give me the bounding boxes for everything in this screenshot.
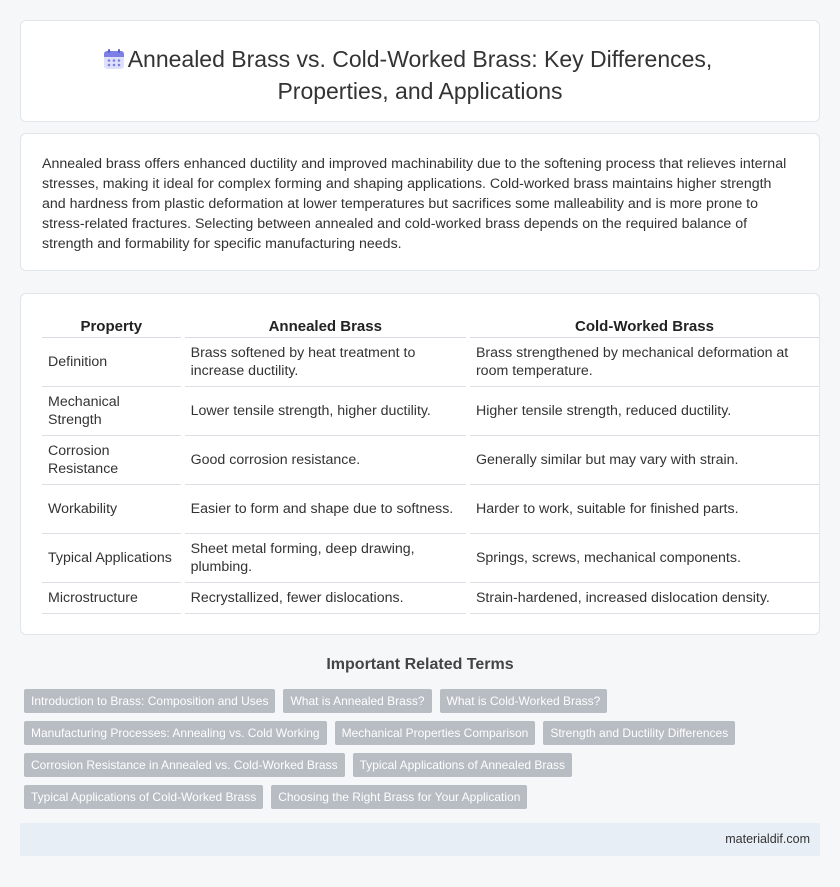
tag-row: [24, 689, 824, 713]
related-term-link[interactable]: Choosing the Right Brass for Your Application: [271, 785, 527, 809]
comparison-table: [42, 314, 819, 614]
cell-cold-worked: Higher tensile strength, reduced ductility.: [468, 386, 819, 435]
table-row: [42, 533, 819, 582]
cell-property: Workability: [42, 484, 183, 533]
related-terms-heading: Important Related Terms: [326, 656, 514, 673]
cell-property: Corrosion Resistance: [42, 435, 183, 484]
cell-property: Mechanical Strength: [42, 386, 183, 435]
cell-annealed: Brass softened by heat treatment to increase ductility.: [183, 337, 468, 386]
cell-cold-worked: Brass strengthened by mechanical deformation at room temperature.: [468, 337, 819, 386]
cell-annealed: Sheet metal forming, deep drawing, plumbing.: [183, 533, 468, 582]
cell-cold-worked: Harder to work, suitable for finished parts.: [468, 484, 819, 533]
page-title-line-1: Annealed Brass vs. Cold-Worked Brass: Key Differences,: [127, 46, 713, 72]
related-term-link[interactable]: Typical Applications of Annealed Brass: [353, 753, 572, 777]
related-term-link[interactable]: Typical Applications of Cold-Worked Brass: [24, 785, 263, 809]
related-term-link[interactable]: Manufacturing Processes: Annealing vs. Cold Working: [24, 721, 327, 745]
related-term-link[interactable]: What is Annealed Brass?: [283, 689, 431, 713]
header-property: Property: [42, 314, 183, 337]
tag-row: [24, 785, 824, 809]
cell-annealed: Easier to form and shape due to softness.: [183, 484, 468, 533]
related-term-link[interactable]: Introduction to Brass: Composition and Uses: [24, 689, 275, 713]
table-row: [42, 337, 819, 386]
footer-site-name: materialdif.com: [725, 832, 810, 846]
related-term-link[interactable]: Corrosion Resistance in Annealed vs. Cold-Worked Brass: [24, 753, 345, 777]
related-term-link[interactable]: Mechanical Properties Comparison: [335, 721, 536, 745]
tag-row: [24, 753, 824, 777]
cell-cold-worked: Strain-hardened, increased dislocation density.: [468, 582, 819, 613]
intro-card: [20, 133, 820, 271]
cell-property: Typical Applications: [42, 533, 183, 582]
tag-row: [24, 721, 824, 745]
table-row: [42, 386, 819, 435]
header-cold-worked-brass: Cold-Worked Brass: [468, 314, 819, 337]
cell-property: Microstructure: [42, 582, 183, 613]
table-header-row: [42, 314, 819, 337]
cell-cold-worked: Generally similar but may vary with strain.: [468, 435, 819, 484]
cell-cold-worked: Springs, screws, mechanical components.: [468, 533, 819, 582]
table-row: [42, 484, 819, 533]
table-row: [42, 582, 819, 613]
table-row: [42, 435, 819, 484]
cell-annealed: Lower tensile strength, higher ductility.: [183, 386, 468, 435]
cell-property: Definition: [42, 337, 183, 386]
cell-annealed: Recrystallized, fewer dislocations.: [183, 582, 468, 613]
page-title: [128, 43, 713, 107]
related-term-link[interactable]: What is Cold-Worked Brass?: [440, 689, 608, 713]
comparison-card: [20, 293, 820, 635]
related-term-link[interactable]: Strength and Ductility Differences: [543, 721, 735, 745]
intro-paragraph: Annealed brass offers enhanced ductility and improved machinability due to the softening process that relieves internal stresses, making it ideal for complex forming and shaping applications. Cold-worked brass maintains higher strength and hardness from plastic deformation at lower temperatures but sacrifices some malleability and is more prone to stress-related fractures. Selecting between annealed and cold-worked brass depends on the required balance of strength and formability for specific manufacturing needs.: [42, 156, 787, 252]
header-annealed-brass: Annealed Brass: [183, 314, 468, 337]
footer: [20, 823, 820, 856]
page-title-line-2: Properties, and Applications: [277, 78, 563, 104]
cell-annealed: Good corrosion resistance.: [183, 435, 468, 484]
title-card: [20, 20, 820, 122]
related-terms-list: [24, 689, 824, 817]
